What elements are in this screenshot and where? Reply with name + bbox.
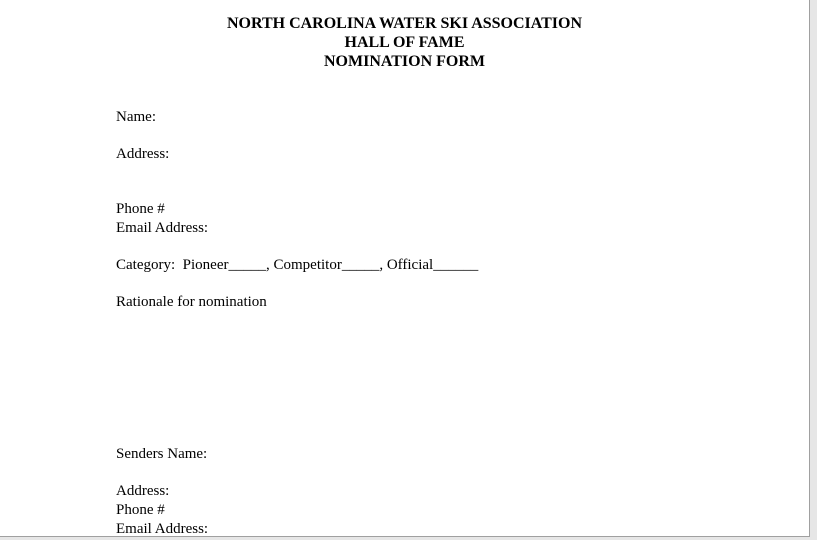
category-blank: _____ [228,257,266,273]
form-title-line-1: NORTH CAROLINA WATER SKI ASSOCIATION [226,15,583,32]
nominee-address-label: Address: [116,146,170,162]
category-option-label: Competitor [273,257,342,273]
nominee-email-label: Email Address: [116,220,209,236]
category-option-label: Official [386,257,434,273]
category-label: Category: [116,257,176,273]
category-line [116,256,478,275]
sender-name-label: Senders Name: [116,446,208,462]
sender-address-label: Address: [116,483,170,499]
sender-phone-label: Phone # [116,502,165,518]
category-blank: _____ [341,257,380,273]
nominee-name-label: Name: [116,109,156,125]
category-option-label: Pioneer [182,257,229,273]
category-option-official [387,257,478,273]
nominee-phone-label: Phone # [116,201,165,217]
category-separator: , [379,257,384,273]
rationale-label: Rationale for nomination [116,294,267,310]
sender-email-label: Email Address: [116,521,209,537]
form-title-line-3: NOMINATION FORM [323,53,486,70]
category-option-competitor [273,257,383,273]
form-title-line-2: HALL OF FAME [344,34,465,51]
category-separator: , [265,257,270,273]
category-option-pioneer [183,257,270,273]
category-blank: ______ [433,257,479,273]
